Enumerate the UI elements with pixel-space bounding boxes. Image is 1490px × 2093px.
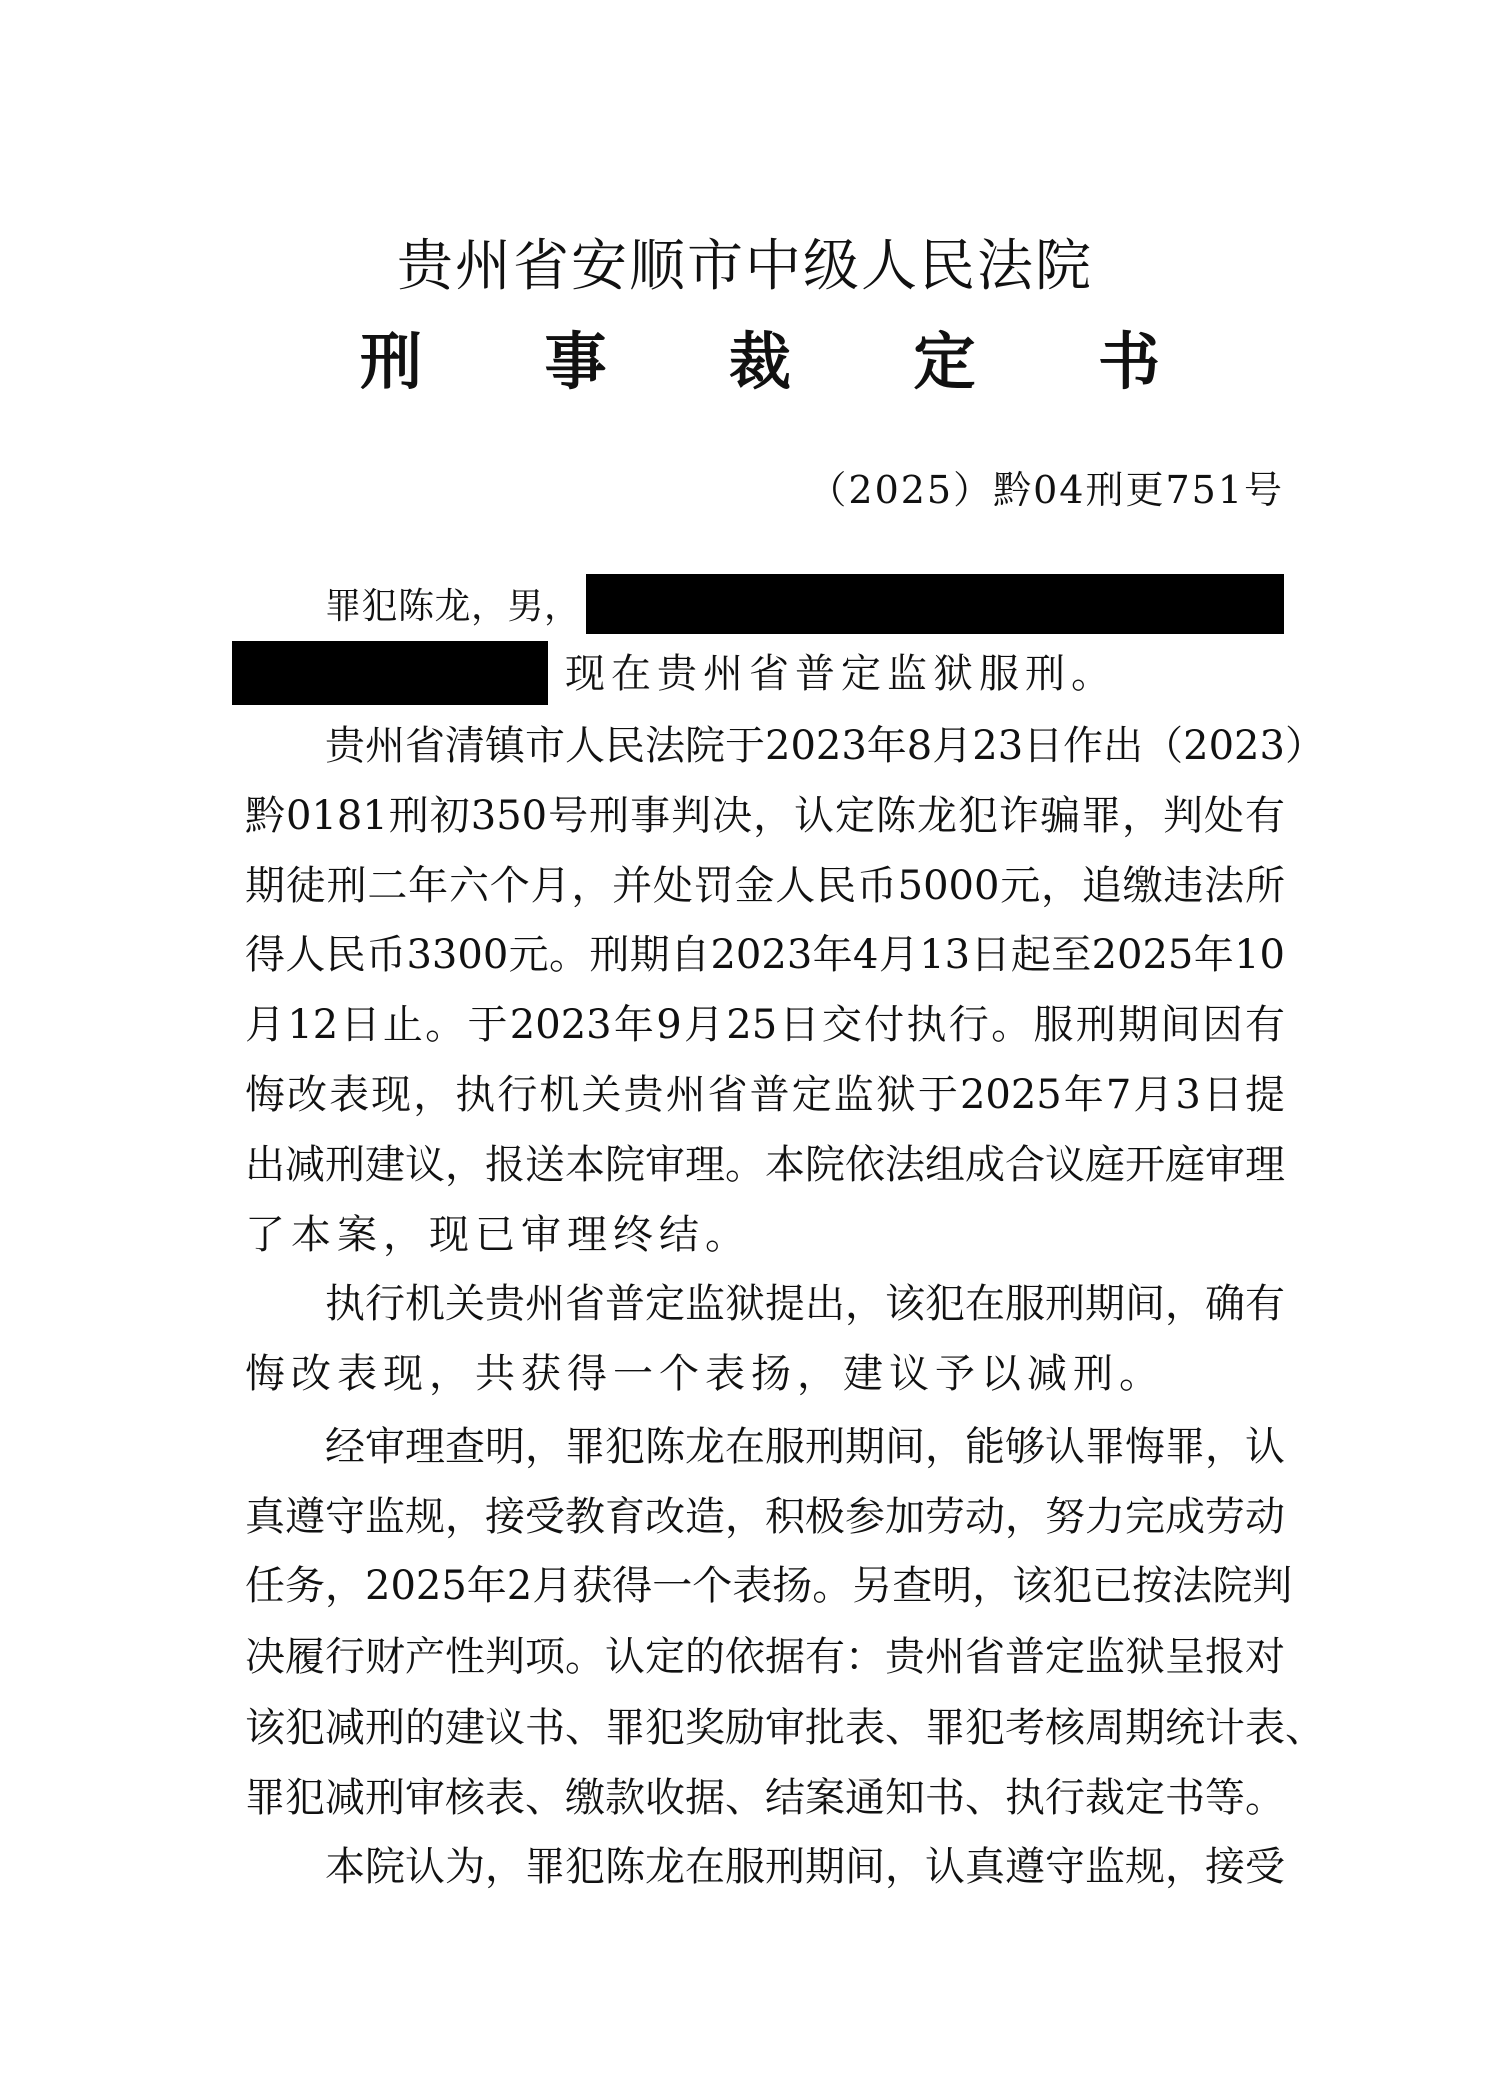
body-line: 执行机关贵州省普定监狱提出，该犯在服刑期间，确有 (325, 1281, 1285, 1327)
body-line: 了本案，现已审理终结。 (245, 1212, 751, 1258)
body-line: 出减刑建议，报送本院审理。本院依法组成合议庭开庭审理 (245, 1142, 1285, 1188)
title-char: 书 (1097, 325, 1160, 398)
body-line: 得人民币3300元。刑期自2023年4月13日起至2025年10 (245, 932, 1285, 978)
title-char: 刑 (360, 325, 423, 398)
court-name: 贵州省安顺市中级人民法院 (397, 234, 1093, 299)
redaction-box (586, 574, 1284, 634)
body-line: 本院认为，罪犯陈龙在服刑期间，认真遵守监规，接受 (325, 1844, 1285, 1890)
case-number: （2025）黔04刑更751号 (808, 468, 1284, 512)
body-line: 任务，2025年2月获得一个表扬。另查明，该犯已按法院判 (245, 1563, 1293, 1609)
body-line: 悔改表现，共获得一个表扬，建议予以减刑。 (245, 1351, 1165, 1397)
body-line: 真遵守监规，接受教育改造，积极参加劳动，努力完成劳动 (245, 1494, 1285, 1540)
body-line: 罪犯陈龙，男， (325, 586, 580, 627)
body-line: 期徒刑二年六个月，并处罚金人民币5000元，追缴违法所 (245, 863, 1285, 909)
title-char: 事 (544, 325, 607, 398)
body-line: 该犯减刑的建议书、罪犯奖励审批表、罪犯考核周期统计表、 (245, 1705, 1325, 1751)
title-char: 定 (913, 325, 976, 398)
body-line: 黔0181刑初350号刑事判决，认定陈龙犯诈骗罪，判处有 (245, 793, 1285, 839)
body-line: 经审理查明，罪犯陈龙在服刑期间，能够认罪悔罪，认 (325, 1424, 1285, 1470)
redaction-box (232, 641, 548, 705)
title-char: 裁 (728, 325, 791, 398)
body-line: 现在贵州省普定监狱服刑。 (565, 651, 1117, 697)
body-line: 悔改表现，执行机关贵州省普定监狱于2025年7月3日提 (245, 1072, 1285, 1118)
body-line: 贵州省清镇市人民法院于2023年8月23日作出（2023） (325, 723, 1325, 769)
body-line: 决履行财产性判项。认定的依据有：贵州省普定监狱呈报对 (245, 1634, 1285, 1680)
body-line: 月12日止。于2023年9月25日交付执行。服刑期间因有 (245, 1002, 1285, 1048)
document-title (360, 322, 1160, 402)
body-line: 罪犯减刑审核表、缴款收据、结案通知书、执行裁定书等。 (245, 1775, 1285, 1821)
